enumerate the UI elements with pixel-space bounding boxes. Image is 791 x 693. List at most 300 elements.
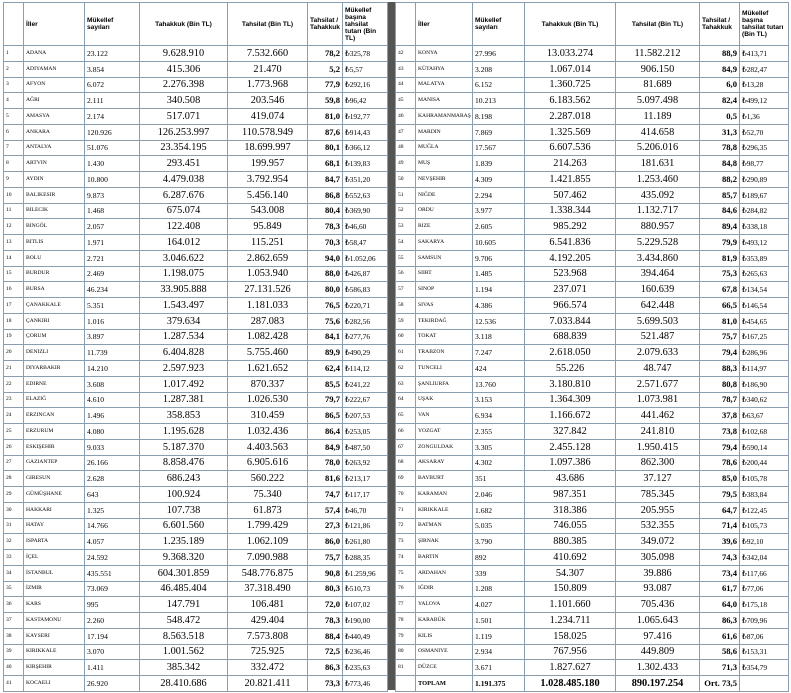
province-name: SIVAS [416,298,473,314]
accrual-value: 2.597.923 [140,361,228,377]
collection-value: 2.571.677 [616,376,700,392]
accrual-value: 1.235.189 [140,534,228,550]
table-row [396,172,789,188]
table-row [396,455,789,471]
col-ratio-header: Tahsilat / Tahakkuk [700,3,740,46]
accrual-value: 507.462 [525,187,616,203]
taxpayer-count: 1.496 [85,408,140,424]
table-row [4,313,388,329]
row-number: 50 [396,172,416,188]
taxpayer-count: 14.766 [85,518,140,534]
table-row [4,550,388,566]
collection-value: 287.083 [228,313,308,329]
accrual-value: 6.183.562 [525,93,616,109]
per-taxpayer-amount: ₺253,05 [343,424,388,440]
province-name: DENIZLI [24,345,85,361]
accrual-value: 6.287.676 [140,187,228,203]
province-name: OSMANIYE [416,644,473,660]
taxpayer-count: 3.153 [473,392,525,408]
table-row [4,203,388,219]
taxpayer-count: 26.166 [85,455,140,471]
table-row [396,46,789,62]
accrual-value: 8.858.476 [140,455,228,471]
per-taxpayer-amount: ₺261,80 [343,534,388,550]
taxpayer-count: 10.213 [473,93,525,109]
accrual-value: 410.692 [525,550,616,566]
collection-ratio: 75,7 [308,550,343,566]
collection-value: 1.026.530 [228,392,308,408]
taxpayer-count: 1.682 [473,502,525,518]
taxpayer-count: 1.194 [473,282,525,298]
province-name: KIRIKKALE [416,502,473,518]
row-number: 54 [396,235,416,251]
per-taxpayer-amount: ₺366,12 [343,140,388,156]
collection-ratio: 88,0 [308,266,343,282]
table-row [4,487,388,503]
table-row [396,597,789,613]
collection-ratio: 88,2 [700,172,740,188]
per-taxpayer-amount: ₺552,63 [343,187,388,203]
per-taxpayer-amount: ₺241,22 [343,376,388,392]
collection-value: 543.008 [228,203,308,219]
collection-ratio: 86,8 [308,187,343,203]
province-name: BOLU [24,250,85,266]
collection-ratio: 80,1 [308,140,343,156]
collection-ratio: 86,0 [308,534,343,550]
taxpayer-count: 3.854 [85,61,140,77]
accrual-value: 1.195.628 [140,424,228,440]
table-row [4,644,388,660]
province-name: AFYON [24,77,85,93]
per-taxpayer-amount: ₺122,45 [740,502,789,518]
row-number: 65 [396,408,416,424]
taxpayer-count: 4.302 [473,455,525,471]
province-name: UŞAK [416,392,473,408]
collection-value: 95.849 [228,219,308,235]
taxpayer-count: 2.605 [473,219,525,235]
table-row [396,124,789,140]
table-row [396,613,789,629]
collection-value: 7.532.660 [228,46,308,62]
table-row [396,329,789,345]
row-number: 58 [396,298,416,314]
province-name: ÇANAKKALE [24,298,85,314]
taxpayer-count: 3.897 [85,329,140,345]
row-number: 1 [4,46,24,62]
per-taxpayer-amount: ₺265,63 [740,266,789,282]
collection-ratio: 78,7 [700,392,740,408]
column-divider [387,2,395,690]
table-row [4,565,388,581]
row-number: 76 [396,581,416,597]
accrual-value: 3.180.810 [525,376,616,392]
province-name: ŞIRNAK [416,534,473,550]
accrual-value: 6.601.560 [140,518,228,534]
per-taxpayer-amount: ₺114,12 [343,361,388,377]
province-name: ERZINCAN [24,408,85,424]
collection-ratio: 75,6 [308,313,343,329]
collection-ratio: 58,6 [700,644,740,660]
province-name: BATMAN [416,518,473,534]
collection-ratio: 68,1 [308,156,343,172]
taxpayer-count: 2.046 [473,487,525,503]
collection-value: 115.251 [228,235,308,251]
collection-ratio: 79,5 [700,487,740,503]
taxpayer-count: 424 [473,361,525,377]
taxpayer-count: 120.926 [85,124,140,140]
collection-ratio: 73,3 [308,676,343,692]
row-number: 40 [4,660,24,676]
header-row [396,3,789,46]
table-row [396,93,789,109]
accrual-value: 385.342 [140,660,228,676]
total-label: TOPLAM [416,676,473,692]
taxpayer-count: 6.934 [473,408,525,424]
accrual-value: 5.187.370 [140,439,228,455]
per-taxpayer-amount: ₺342,04 [740,550,789,566]
table-row [4,109,388,125]
province-name: ARDAHAN [416,565,473,581]
province-name: KOCAELI [24,676,85,692]
accrual-value: 100.924 [140,487,228,503]
accrual-value: 1.101.660 [525,597,616,613]
collection-value: 1.621.652 [228,361,308,377]
per-taxpayer-amount: ₺139,83 [343,156,388,172]
taxpayer-count: 7.869 [473,124,525,140]
accrual-value: 43.686 [525,471,616,487]
row-number: 48 [396,140,416,156]
table-row [4,266,388,282]
province-name: MUĞLA [416,140,473,156]
taxpayer-count: 26.920 [85,676,140,692]
accrual-value: 358.853 [140,408,228,424]
row-number: 67 [396,439,416,455]
accrual-value: 1.827.627 [525,660,616,676]
table-row [396,424,789,440]
collection-value: 725.925 [228,644,308,660]
province-name: AĞRI [24,93,85,109]
taxpayer-count: 3.671 [473,660,525,676]
taxpayer-count: 1.501 [473,613,525,629]
per-taxpayer-amount: ₺96,42 [343,93,388,109]
collection-ratio: 64,0 [700,597,740,613]
taxpayer-count: 11.739 [85,345,140,361]
table-row [396,266,789,282]
taxpayer-count: 5.351 [85,298,140,314]
collection-value: 199.957 [228,156,308,172]
province-name: BITLIS [24,235,85,251]
collection-value: 449.809 [616,644,700,660]
table-row [4,628,388,644]
row-number: 20 [4,345,24,361]
row-number: 44 [396,77,416,93]
row-number: 38 [4,628,24,644]
collection-ratio: 0,5 [700,109,740,125]
col-province-header: İller [24,3,85,46]
taxpayer-count: 4.080 [85,424,140,440]
row-number: 70 [396,487,416,503]
collection-value: 642.448 [616,298,700,314]
collection-value: 1.082.428 [228,329,308,345]
collection-value: 349.072 [616,534,700,550]
province-name: BURDUR [24,266,85,282]
collection-ratio: 79,7 [308,392,343,408]
table-row [396,518,789,534]
per-taxpayer-amount: ₺1.259,96 [343,565,388,581]
collection-ratio: 61,7 [700,581,740,597]
accrual-value: 1.543.497 [140,298,228,314]
province-name: BARTIN [416,550,473,566]
per-taxpayer-amount: ₺499,12 [740,93,789,109]
row-number: 43 [396,61,416,77]
per-taxpayer-amount: ₺235,63 [343,660,388,676]
per-taxpayer-amount: ₺290,89 [740,172,789,188]
collection-ratio: 90,8 [308,565,343,581]
per-taxpayer-amount: ₺222,67 [343,392,388,408]
table-row [396,408,789,424]
collection-ratio: 78,3 [308,219,343,235]
table-row [4,581,388,597]
row-number: 21 [4,361,24,377]
row-number: 74 [396,550,416,566]
row-number: 77 [396,597,416,613]
collection-value: 4.403.563 [228,439,308,455]
collection-ratio: 87,6 [308,124,343,140]
table-row [396,345,789,361]
taxpayer-count: 1.468 [85,203,140,219]
collection-value: 6.905.616 [228,455,308,471]
collection-value: 548.776.875 [228,565,308,581]
collection-ratio: 80,0 [308,282,343,298]
per-taxpayer-amount: ₺351,20 [343,172,388,188]
collection-value: 7.090.988 [228,550,308,566]
accrual-value: 1.001.562 [140,644,228,660]
accrual-value: 1.287.381 [140,392,228,408]
collection-value: 37.127 [616,471,700,487]
row-number: 24 [4,408,24,424]
collection-ratio: 64,7 [700,502,740,518]
collection-ratio: 79,9 [700,235,740,251]
accrual-value: 1.325.569 [525,124,616,140]
collection-ratio: 31,3 [700,124,740,140]
accrual-value: 1.421.855 [525,172,616,188]
taxpayer-count: 23.122 [85,46,140,62]
accrual-value: 28.410.686 [140,676,228,692]
per-taxpayer-amount: ₺117,66 [740,565,789,581]
accrual-value: 2.618.050 [525,345,616,361]
col-no-header [396,3,416,46]
collection-value: 1.253.460 [616,172,700,188]
taxpayer-count: 2.355 [473,424,525,440]
table-row [396,140,789,156]
row-number: 68 [396,455,416,471]
table-row [4,376,388,392]
row-number: 62 [396,361,416,377]
collection-ratio: 74,7 [308,487,343,503]
taxpayer-count: 2.174 [85,109,140,125]
collection-value: 705.436 [616,597,700,613]
per-taxpayer-amount: ₺167,25 [740,329,789,345]
per-taxpayer-amount: ₺338,18 [740,219,789,235]
taxpayer-count: 435.551 [85,565,140,581]
taxpayer-count: 3.070 [85,644,140,660]
collection-value: 1.062.109 [228,534,308,550]
collection-value: 37.318.490 [228,581,308,597]
province-name: SAMSUN [416,250,473,266]
collection-value: 435.092 [616,187,700,203]
per-taxpayer-amount: ₺192,77 [343,109,388,125]
collection-value: 241.810 [616,424,700,440]
collection-value: 560.222 [228,471,308,487]
collection-value: 11.582.212 [616,46,700,62]
collection-value: 429.404 [228,613,308,629]
collection-value: 1.032.436 [228,424,308,440]
per-taxpayer-amount: ₺282,47 [740,61,789,77]
collection-value: 20.821.411 [228,676,308,692]
collection-value: 2.862.659 [228,250,308,266]
collection-ratio: 75,7 [700,329,740,345]
collection-ratio: 6,0 [700,77,740,93]
total-row-number [396,676,416,692]
collection-ratio: 84,8 [700,156,740,172]
taxpayer-count: 643 [85,487,140,503]
row-number: 63 [396,376,416,392]
taxpayer-count: 2.934 [473,644,525,660]
province-name: KAYSERI [24,628,85,644]
collection-value: 27.131.526 [228,282,308,298]
accrual-value: 327.842 [525,424,616,440]
row-number: 30 [4,502,24,518]
per-taxpayer-amount: ₺413,71 [740,46,789,62]
collection-ratio: 81,6 [308,471,343,487]
per-taxpayer-amount: ₺58,47 [343,235,388,251]
row-number: 29 [4,487,24,503]
table-row [396,660,789,676]
per-taxpayer-amount: ₺46,60 [343,219,388,235]
table-row [4,140,388,156]
taxpayer-count: 2.628 [85,471,140,487]
province-name: BALIKESIR [24,187,85,203]
table-row [396,361,789,377]
table-row [4,61,388,77]
per-taxpayer-amount: ₺190,00 [343,613,388,629]
taxpayer-count: 13.760 [473,376,525,392]
collection-value: 5.699.503 [616,313,700,329]
collection-ratio: 59,8 [308,93,343,109]
accrual-value: 1.097.386 [525,455,616,471]
per-taxpayer-amount: ₺236,46 [343,644,388,660]
province-name: AMASYA [24,109,85,125]
collection-ratio: 79,4 [700,345,740,361]
taxpayer-count: 6.152 [473,77,525,93]
taxpayer-count: 3.305 [473,439,525,455]
per-taxpayer-amount: ₺186,90 [740,376,789,392]
accrual-value: 2.287.018 [525,109,616,125]
province-name: NIĞDE [416,187,473,203]
row-number: 49 [396,156,416,172]
accrual-value: 688.839 [525,329,616,345]
collection-ratio: 78,2 [308,46,343,62]
per-taxpayer-amount: ₺1.052,06 [343,250,388,266]
province-name: ESKIŞEHIR [24,439,85,455]
accrual-value: 3.046.622 [140,250,228,266]
collection-ratio: 66,5 [700,298,740,314]
collection-value: 75.340 [228,487,308,503]
province-name: SIIRT [416,266,473,282]
province-name: YALOVA [416,597,473,613]
province-name: MANISA [416,93,473,109]
province-name: ANKARA [24,124,85,140]
taxpayer-count: 4.610 [85,392,140,408]
col-taxpayers-header: Mükellef sayıları [473,3,525,46]
per-taxpayer-amount: ₺493,12 [740,235,789,251]
taxpayer-count: 1.325 [85,502,140,518]
accrual-value: 1.166.672 [525,408,616,424]
table-row [396,376,789,392]
collection-value: 5.456.140 [228,187,308,203]
table-row [4,534,388,550]
collection-value: 394.464 [616,266,700,282]
header-row [4,3,388,46]
per-taxpayer-amount: ₺709,96 [740,613,789,629]
collection-ratio: 86,4 [308,424,343,440]
table-row [4,250,388,266]
row-number: 32 [4,534,24,550]
collection-ratio: 80,3 [308,581,343,597]
collection-value: 97.416 [616,628,700,644]
accrual-value: 147.791 [140,597,228,613]
left-table [3,2,388,692]
collection-ratio: 72,0 [308,597,343,613]
table-row [4,660,388,676]
collection-value: 532.355 [616,518,700,534]
accrual-value: 55.226 [525,361,616,377]
province-name: BURSA [24,282,85,298]
per-taxpayer-amount: ₺153,31 [740,644,789,660]
per-taxpayer-amount: ₺77,06 [740,581,789,597]
table-row [4,282,388,298]
total-accrual: 1.028.485.180 [525,676,616,692]
collection-value: 1.950.415 [616,439,700,455]
province-name: MARDIN [416,124,473,140]
taxpayer-count: 1.485 [473,266,525,282]
taxpayer-count: 3.608 [85,376,140,392]
per-taxpayer-amount: ₺107,02 [343,597,388,613]
table-row [4,46,388,62]
row-number: 46 [396,109,416,125]
collection-value: 205.955 [616,502,700,518]
taxpayer-count: 4.386 [473,298,525,314]
accrual-value: 1.338.344 [525,203,616,219]
table-row [396,298,789,314]
province-name: KARS [24,597,85,613]
collection-value: 1.181.033 [228,298,308,314]
province-name: GÜMÜŞHANE [24,487,85,503]
accrual-value: 46.485.404 [140,581,228,597]
table-row [4,93,388,109]
taxpayer-count: 3.977 [473,203,525,219]
per-taxpayer-amount: ₺383,84 [740,487,789,503]
province-name: TUNCELI [416,361,473,377]
province-name: ISPARTA [24,534,85,550]
per-taxpayer-amount: ₺102,68 [740,424,789,440]
collection-value: 906.150 [616,61,700,77]
row-number: 61 [396,345,416,361]
collection-ratio: 85,7 [700,187,740,203]
accrual-value: 23.354.195 [140,140,228,156]
row-number: 39 [4,644,24,660]
col-collection-header: Tahsilat (Bin TL) [228,3,308,46]
